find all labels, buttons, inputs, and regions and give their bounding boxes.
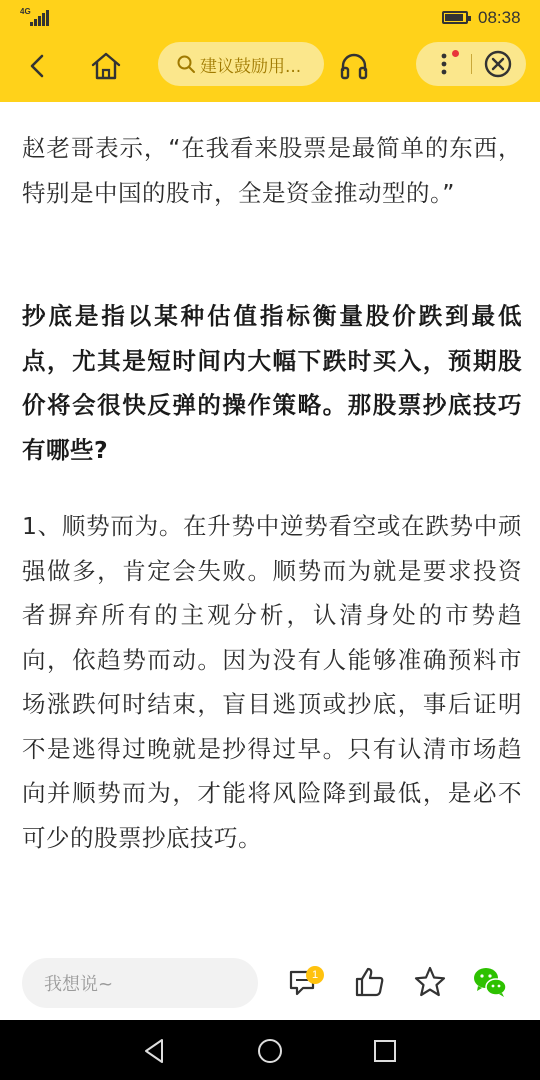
comment-placeholder: 我想说~ [44,974,114,995]
back-button[interactable] [18,46,58,86]
status-bar [0,0,540,34]
home-icon [90,51,122,81]
comment-input[interactable] [22,958,258,1008]
listen-button[interactable] [334,46,374,86]
bottom-action-bar [0,944,540,1020]
search-placeholder: 建议鼓励用... [200,56,302,77]
favorite-star-icon[interactable] [412,964,448,1000]
nav-home-icon[interactable] [255,1036,285,1066]
headphones-icon [339,51,369,81]
browser-header [0,34,540,102]
search-icon [176,54,196,74]
article-heading-paragraph: 抄底是指以某种估值指标衡量股价跌到最低点，尤其是短时间内大幅下跌时买入，预期股价将会很快反弹的操作策略。那股票抄底技巧有哪些? [22,302,522,464]
notification-dot [452,50,459,57]
wechat-share-icon[interactable] [472,964,508,1000]
comment-count-badge: 1 [306,966,324,984]
signal-icon [20,8,50,26]
home-button[interactable] [86,46,126,86]
like-icon[interactable] [352,964,388,1000]
article-paragraph: 1、顺势而为。在升势中逆势看空或在跌势中顽强做多，肯定会失败。顺势而为就是要求投资者摒弃所有的主观分析，认清身处的市势趋向，依趋势而动。因为没有人能够准确预料市场涨跌何时结束，盲目逃顶或抄底，事后证明不是逃得过晚就是抄得过早。只有认清市场趋向并顺势而为，才能将风险降到最低，是必不可少的股票抄底技巧。 [22,512,522,852]
network-type: 4G [20,7,31,16]
close-circle-icon[interactable] [482,48,514,80]
back-icon [25,53,51,79]
capsule-menu [416,42,526,86]
nav-recent-icon[interactable] [370,1036,400,1066]
search-box[interactable] [158,42,324,86]
top-bar [0,0,540,102]
article-paragraph: 赵老哥表示，“在我看来股票是最简单的东西，特别是中国的股市，全是资金推动型的。” [22,134,522,207]
battery-icon [442,11,468,24]
capsule-divider [471,54,472,74]
nav-back-icon[interactable] [140,1036,170,1066]
status-time: 08:38 [478,8,521,27]
system-nav-bar [0,1020,540,1080]
